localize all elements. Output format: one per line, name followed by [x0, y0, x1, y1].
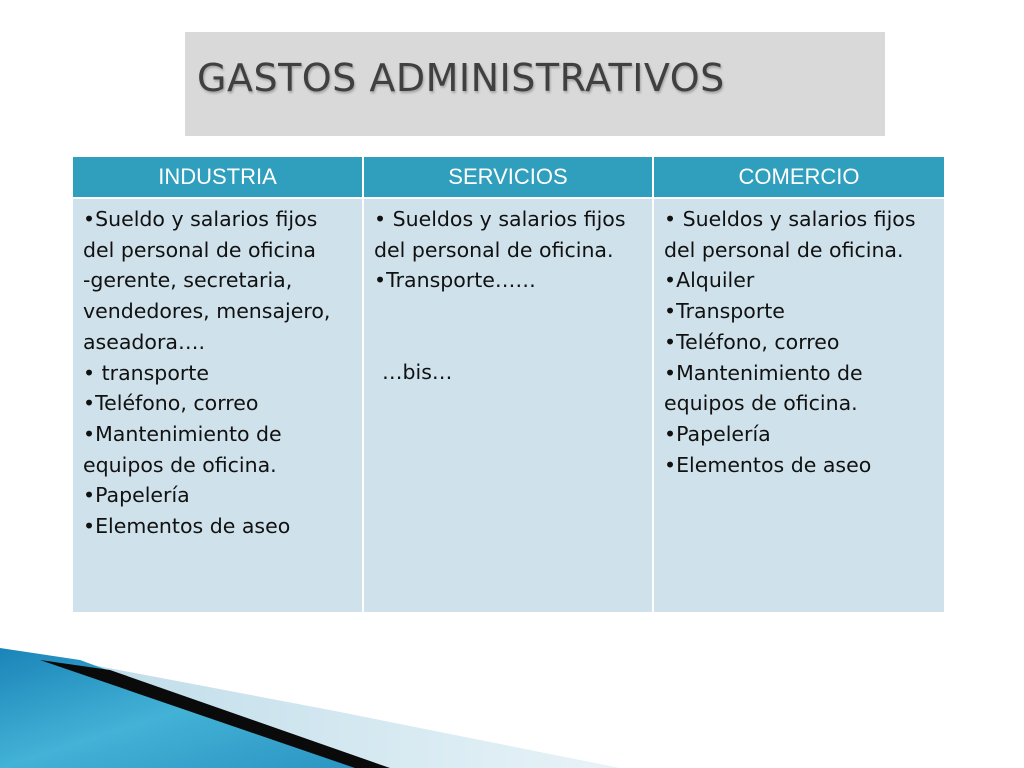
list-item: • Sueldos y salarios fijos del personal de oficina. — [374, 207, 626, 262]
cell-industria — [72, 198, 363, 613]
swoosh-pale — [40, 655, 620, 768]
header-industria: INDUSTRIA — [72, 156, 363, 198]
cell-servicios — [363, 198, 653, 613]
list-item: •Teléfono, correo — [664, 329, 840, 354]
list-item: •Transporte…… — [374, 268, 536, 293]
list-item: •Teléfono, correo — [83, 391, 259, 416]
list-item: •Papelería — [83, 483, 190, 508]
list-item: •Mantenimiento de equipos de oficina. — [83, 421, 282, 477]
list-item: •Elementos de aseo — [664, 452, 872, 477]
slide-title: GASTOS ADMINISTRATIVOS — [197, 56, 725, 100]
title-box — [185, 32, 885, 136]
list-item: • transporte — [83, 360, 209, 385]
list-item: •Alquiler — [664, 268, 755, 293]
list-item: •Mantenimiento de equipos de oficina. — [664, 360, 863, 416]
table-row — [72, 198, 945, 613]
swoosh-black — [40, 660, 390, 768]
list-item: -gerente, secretaria, vendedores, mensajero, aseadora…. — [83, 268, 331, 354]
list-item: •Transporte — [664, 299, 785, 324]
cell-comercio — [653, 198, 945, 613]
table-header-row — [72, 156, 945, 198]
list-item: •Papelería — [664, 421, 771, 446]
list-item: •Elementos de aseo — [83, 514, 291, 539]
list-item: …bis… — [382, 360, 453, 385]
swoosh-blue — [0, 648, 375, 768]
expenses-table — [71, 155, 946, 614]
header-comercio: COMERCIO — [653, 156, 945, 198]
list-item: •Sueldo y salarios fijos del personal de oficina — [83, 207, 318, 262]
header-servicios: SERVICIOS — [363, 156, 653, 198]
list-item: • Sueldos y salarios fijos del personal de oficina. — [664, 207, 916, 262]
